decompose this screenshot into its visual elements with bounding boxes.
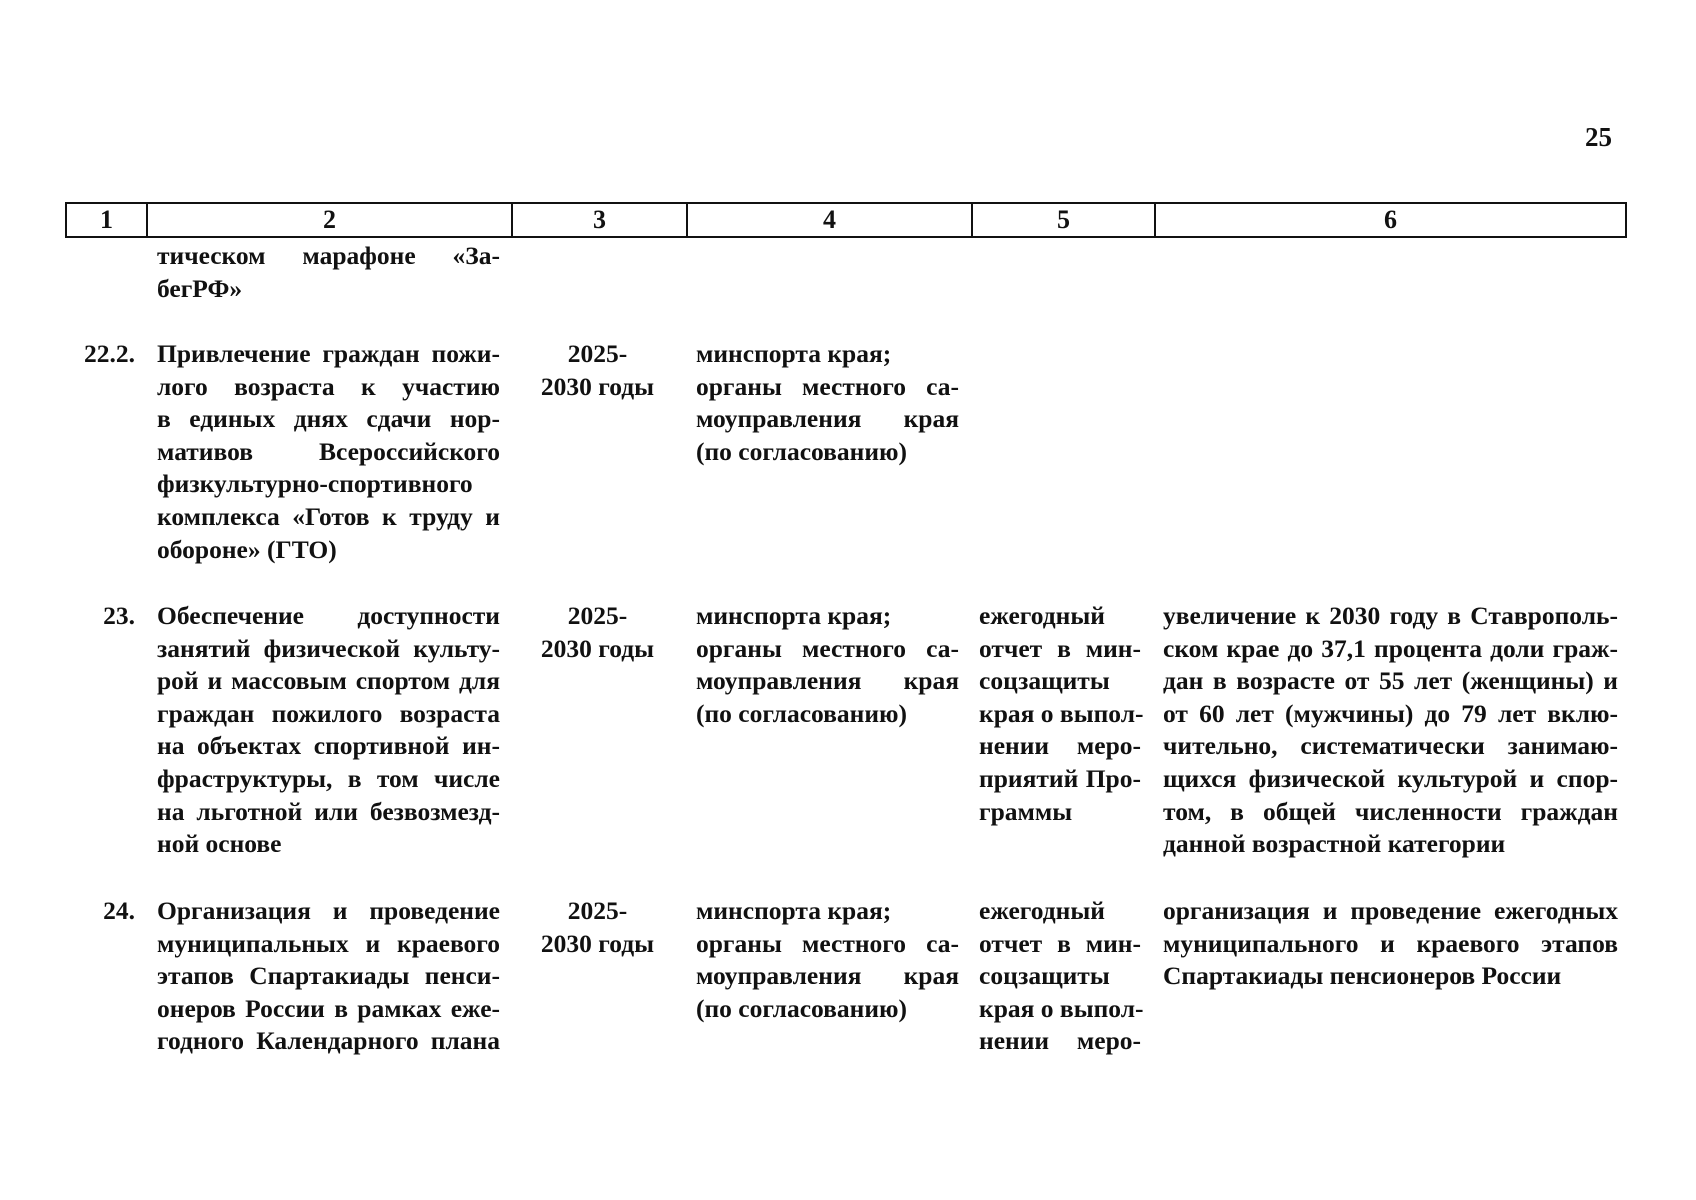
row-cont-description <box>157 240 500 305</box>
text-line: комплекса «Готов к труду и <box>157 501 500 531</box>
text-line: этапов Спартакиады пенси- <box>157 961 500 991</box>
text-line: ной основе <box>157 829 282 859</box>
text-line: обороне» (ГТО) <box>157 534 337 564</box>
text-line: занятий физической культу- <box>157 633 500 663</box>
text-line: физкультурно-спортивного <box>157 469 473 499</box>
table-header-row <box>65 202 1627 238</box>
text-line: 2030 годы <box>540 928 655 958</box>
text-line: граждан пожилого возраста <box>157 698 500 728</box>
text-line: моуправления края <box>696 404 959 434</box>
text-line: 2025- <box>567 601 628 630</box>
text-line: муниципального и краевого этапов <box>1163 928 1618 958</box>
text-line: Организация и проведение <box>157 896 500 925</box>
text-line: данной возрастной категории <box>1163 829 1506 859</box>
text-line: минспорта края; <box>696 896 892 925</box>
text-line: отчет в мин- <box>979 633 1141 663</box>
text-line: ском крае до 37,1 процента доли граж- <box>1163 633 1618 663</box>
row-23-period <box>520 600 675 665</box>
header-col-1: 1 <box>67 204 148 236</box>
text-line: тическом марафоне «За- <box>157 241 500 270</box>
page-number: 25 <box>1585 122 1612 152</box>
text-line: (по согласованию) <box>696 436 908 466</box>
text-line: (по согласованию) <box>696 993 908 1023</box>
text-line: мативов Всероссийского <box>157 436 500 466</box>
text-line: нении меро- <box>979 731 1141 761</box>
text-line: увеличение к 2030 году в Ставрополь- <box>1163 601 1618 630</box>
text-line: от 60 лет (мужчины) до 79 лет вклю- <box>1163 698 1618 728</box>
text-line: органы местного са- <box>696 633 959 663</box>
row-24-number: 24. <box>103 896 135 925</box>
text-line: минспорта края; <box>696 601 892 630</box>
row-24-responsible <box>696 895 959 1025</box>
text-line: 2030 годы <box>540 371 655 401</box>
text-line: бегРФ» <box>157 273 243 303</box>
text-line: чительно, систематически занимаю- <box>1163 731 1618 761</box>
header-col-6: 6 <box>1384 205 1397 234</box>
row-22-2-responsible <box>696 338 959 468</box>
text-line: на льготной или безвозмезд- <box>157 796 500 826</box>
text-line: органы местного са- <box>696 928 959 958</box>
text-line: граммы <box>979 796 1073 826</box>
row-24-reporting <box>979 895 1144 1058</box>
header-col-3: 3 <box>513 204 688 236</box>
text-line: Привлечение граждан пожи- <box>157 339 500 368</box>
header-col-5: 5 <box>973 204 1156 236</box>
text-line: края о выпол- <box>979 993 1144 1023</box>
row-23-result <box>1163 600 1618 861</box>
text-line: органы местного са- <box>696 371 959 401</box>
row-23-reporting <box>979 600 1144 828</box>
text-line: минспорта края; <box>696 339 892 368</box>
text-line: муниципальных и краевого <box>157 928 500 958</box>
text-line: на объектах спортивной ин- <box>157 731 500 761</box>
header-col-4: 4 <box>688 204 973 236</box>
text-line: рой и массовым спортом для <box>157 666 500 696</box>
text-line: 2030 годы <box>540 633 655 663</box>
text-line: щихся физической культурой и спор- <box>1163 763 1618 793</box>
text-line: онеров России в рамках еже- <box>157 993 500 1023</box>
row-22-2-number: 22.2. <box>84 339 135 368</box>
text-line: Обеспечение доступности <box>157 601 500 630</box>
text-line: моуправления края <box>696 666 959 696</box>
text-line: дан в возрасте от 55 лет (женщины) и <box>1163 666 1618 696</box>
text-line: фраструктуры, в том числе <box>157 763 500 793</box>
text-line: лого возраста к участию <box>157 371 500 401</box>
text-line: (по согласованию) <box>696 698 908 728</box>
text-line: Спартакиады пенсионеров России <box>1163 961 1562 991</box>
text-line: 2025- <box>567 896 628 925</box>
text-line: годного Календарного плана <box>157 1026 500 1056</box>
row-24-result <box>1163 895 1618 993</box>
text-line: 2025- <box>567 339 628 368</box>
text-line: ежегодный <box>979 896 1105 925</box>
row-24-period <box>520 895 675 960</box>
text-line: в единых днях сдачи нор- <box>157 404 500 434</box>
text-line: моуправления края <box>696 961 959 991</box>
header-col-2: 2 <box>148 204 513 236</box>
text-line: соцзащиты <box>979 961 1110 991</box>
row-23-description <box>157 600 500 861</box>
row-22-2-description <box>157 338 500 566</box>
text-line: края о выпол- <box>979 698 1144 728</box>
text-line: нении меро- <box>979 1026 1141 1056</box>
row-23-responsible <box>696 600 959 730</box>
row-24-description <box>157 895 500 1058</box>
row-22-2-period <box>520 338 675 403</box>
text-line: соцзащиты <box>979 666 1110 696</box>
row-23-number: 23. <box>103 601 135 630</box>
text-line: том, в общей численности граждан <box>1163 796 1618 826</box>
text-line: организация и проведение ежегодных <box>1163 896 1618 925</box>
text-line: отчет в мин- <box>979 928 1141 958</box>
text-line: приятий Про- <box>979 763 1141 793</box>
text-line: ежегодный <box>979 601 1105 630</box>
